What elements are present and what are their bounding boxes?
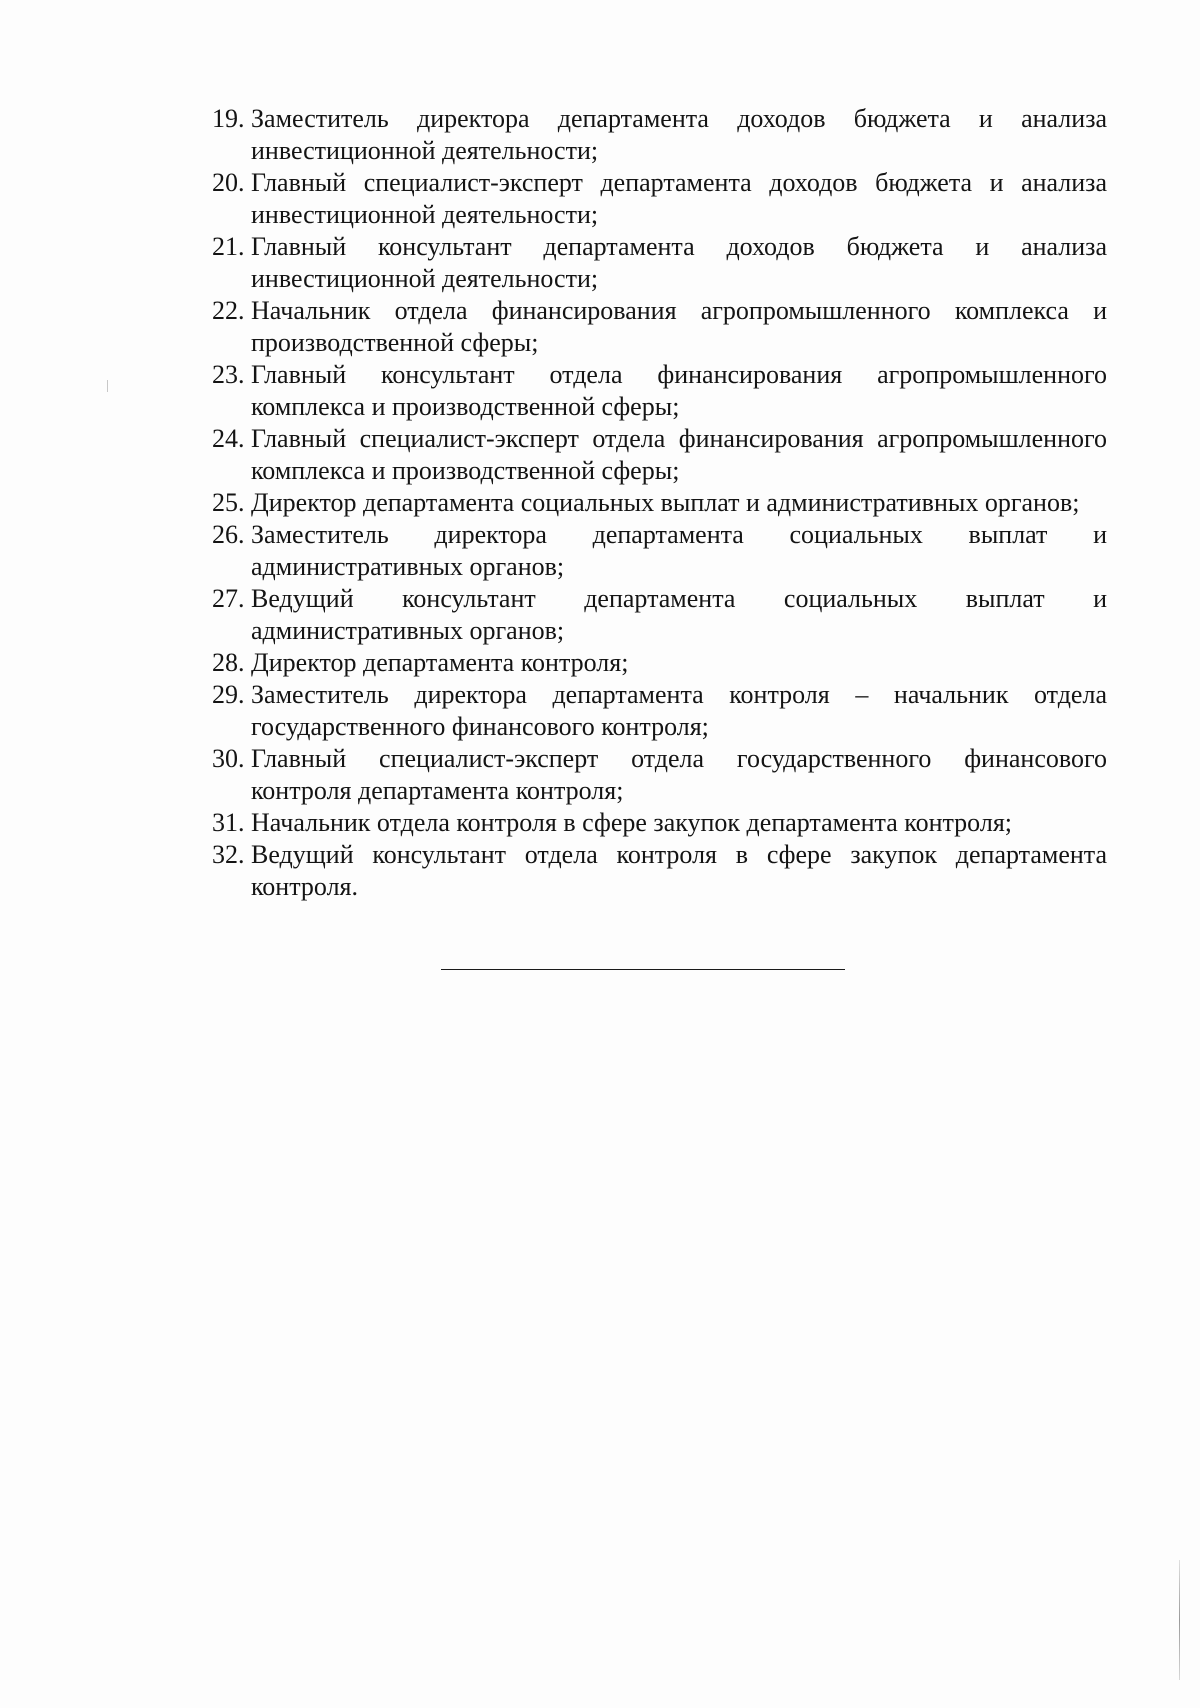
item-text: Ведущий консультант департамента социальных выплат и административных органов; (251, 584, 1107, 645)
list-item (212, 519, 1107, 583)
item-number: 31. (212, 808, 245, 837)
list-item (212, 647, 1107, 679)
list-item (212, 807, 1107, 839)
item-text: Начальник отдела финансирования агропромышленного комплекса и производственной сферы; (251, 296, 1107, 357)
end-of-list-rule (441, 969, 845, 970)
item-text: Заместитель директора департамента доходов бюджета и анализа инвестиционной деятельности; (251, 104, 1107, 165)
list-item (212, 231, 1107, 295)
item-text: Заместитель директора департамента социальных выплат и административных органов; (251, 520, 1107, 581)
item-text: Главный консультант отдела финансирования агропромышленного комплекса и производственной сферы; (251, 360, 1107, 421)
item-number: 21. (212, 232, 245, 261)
list-item (212, 743, 1107, 807)
item-text: Главный специалист-эксперт отдела государственного финансового контроля департамента контроля; (251, 744, 1107, 805)
item-number: 22. (212, 296, 245, 325)
item-text: Главный специалист-эксперт департамента доходов бюджета и анализа инвестиционной деятельности; (251, 168, 1107, 229)
item-text: Главный консультант департамента доходов бюджета и анализа инвестиционной деятельности; (251, 232, 1107, 293)
item-number: 30. (212, 744, 245, 773)
list-item (212, 359, 1107, 423)
item-number: 20. (212, 168, 245, 197)
position-list (212, 103, 1107, 903)
list-item (212, 295, 1107, 359)
item-number: 28. (212, 648, 245, 677)
scan-speck (107, 380, 108, 392)
item-text: Директор департамента контроля; (251, 648, 629, 677)
list-item (212, 679, 1107, 743)
list-item (212, 103, 1107, 167)
list-item (212, 423, 1107, 487)
item-text: Заместитель директора департамента контроля – начальник отдела государственного финансового контроля; (251, 680, 1107, 741)
scan-edge-mark (1179, 1560, 1180, 1680)
item-number: 29. (212, 680, 245, 709)
item-text: Главный специалист-эксперт отдела финансирования агропромышленного комплекса и производственной сферы; (251, 424, 1107, 485)
list-item (212, 583, 1107, 647)
list-item (212, 839, 1107, 903)
item-text: Ведущий консультант отдела контроля в сфере закупок департамента контроля. (251, 840, 1107, 901)
list-item (212, 487, 1107, 519)
item-number: 27. (212, 584, 245, 613)
item-number: 25. (212, 488, 245, 517)
item-text: Директор департамента социальных выплат и административных органов; (251, 488, 1080, 517)
item-number: 23. (212, 360, 245, 389)
item-number: 26. (212, 520, 245, 549)
item-number: 24. (212, 424, 245, 453)
item-text: Начальник отдела контроля в сфере закупок департамента контроля; (251, 808, 1012, 837)
list-item (212, 167, 1107, 231)
item-number: 19. (212, 104, 245, 133)
item-number: 32. (212, 840, 245, 869)
